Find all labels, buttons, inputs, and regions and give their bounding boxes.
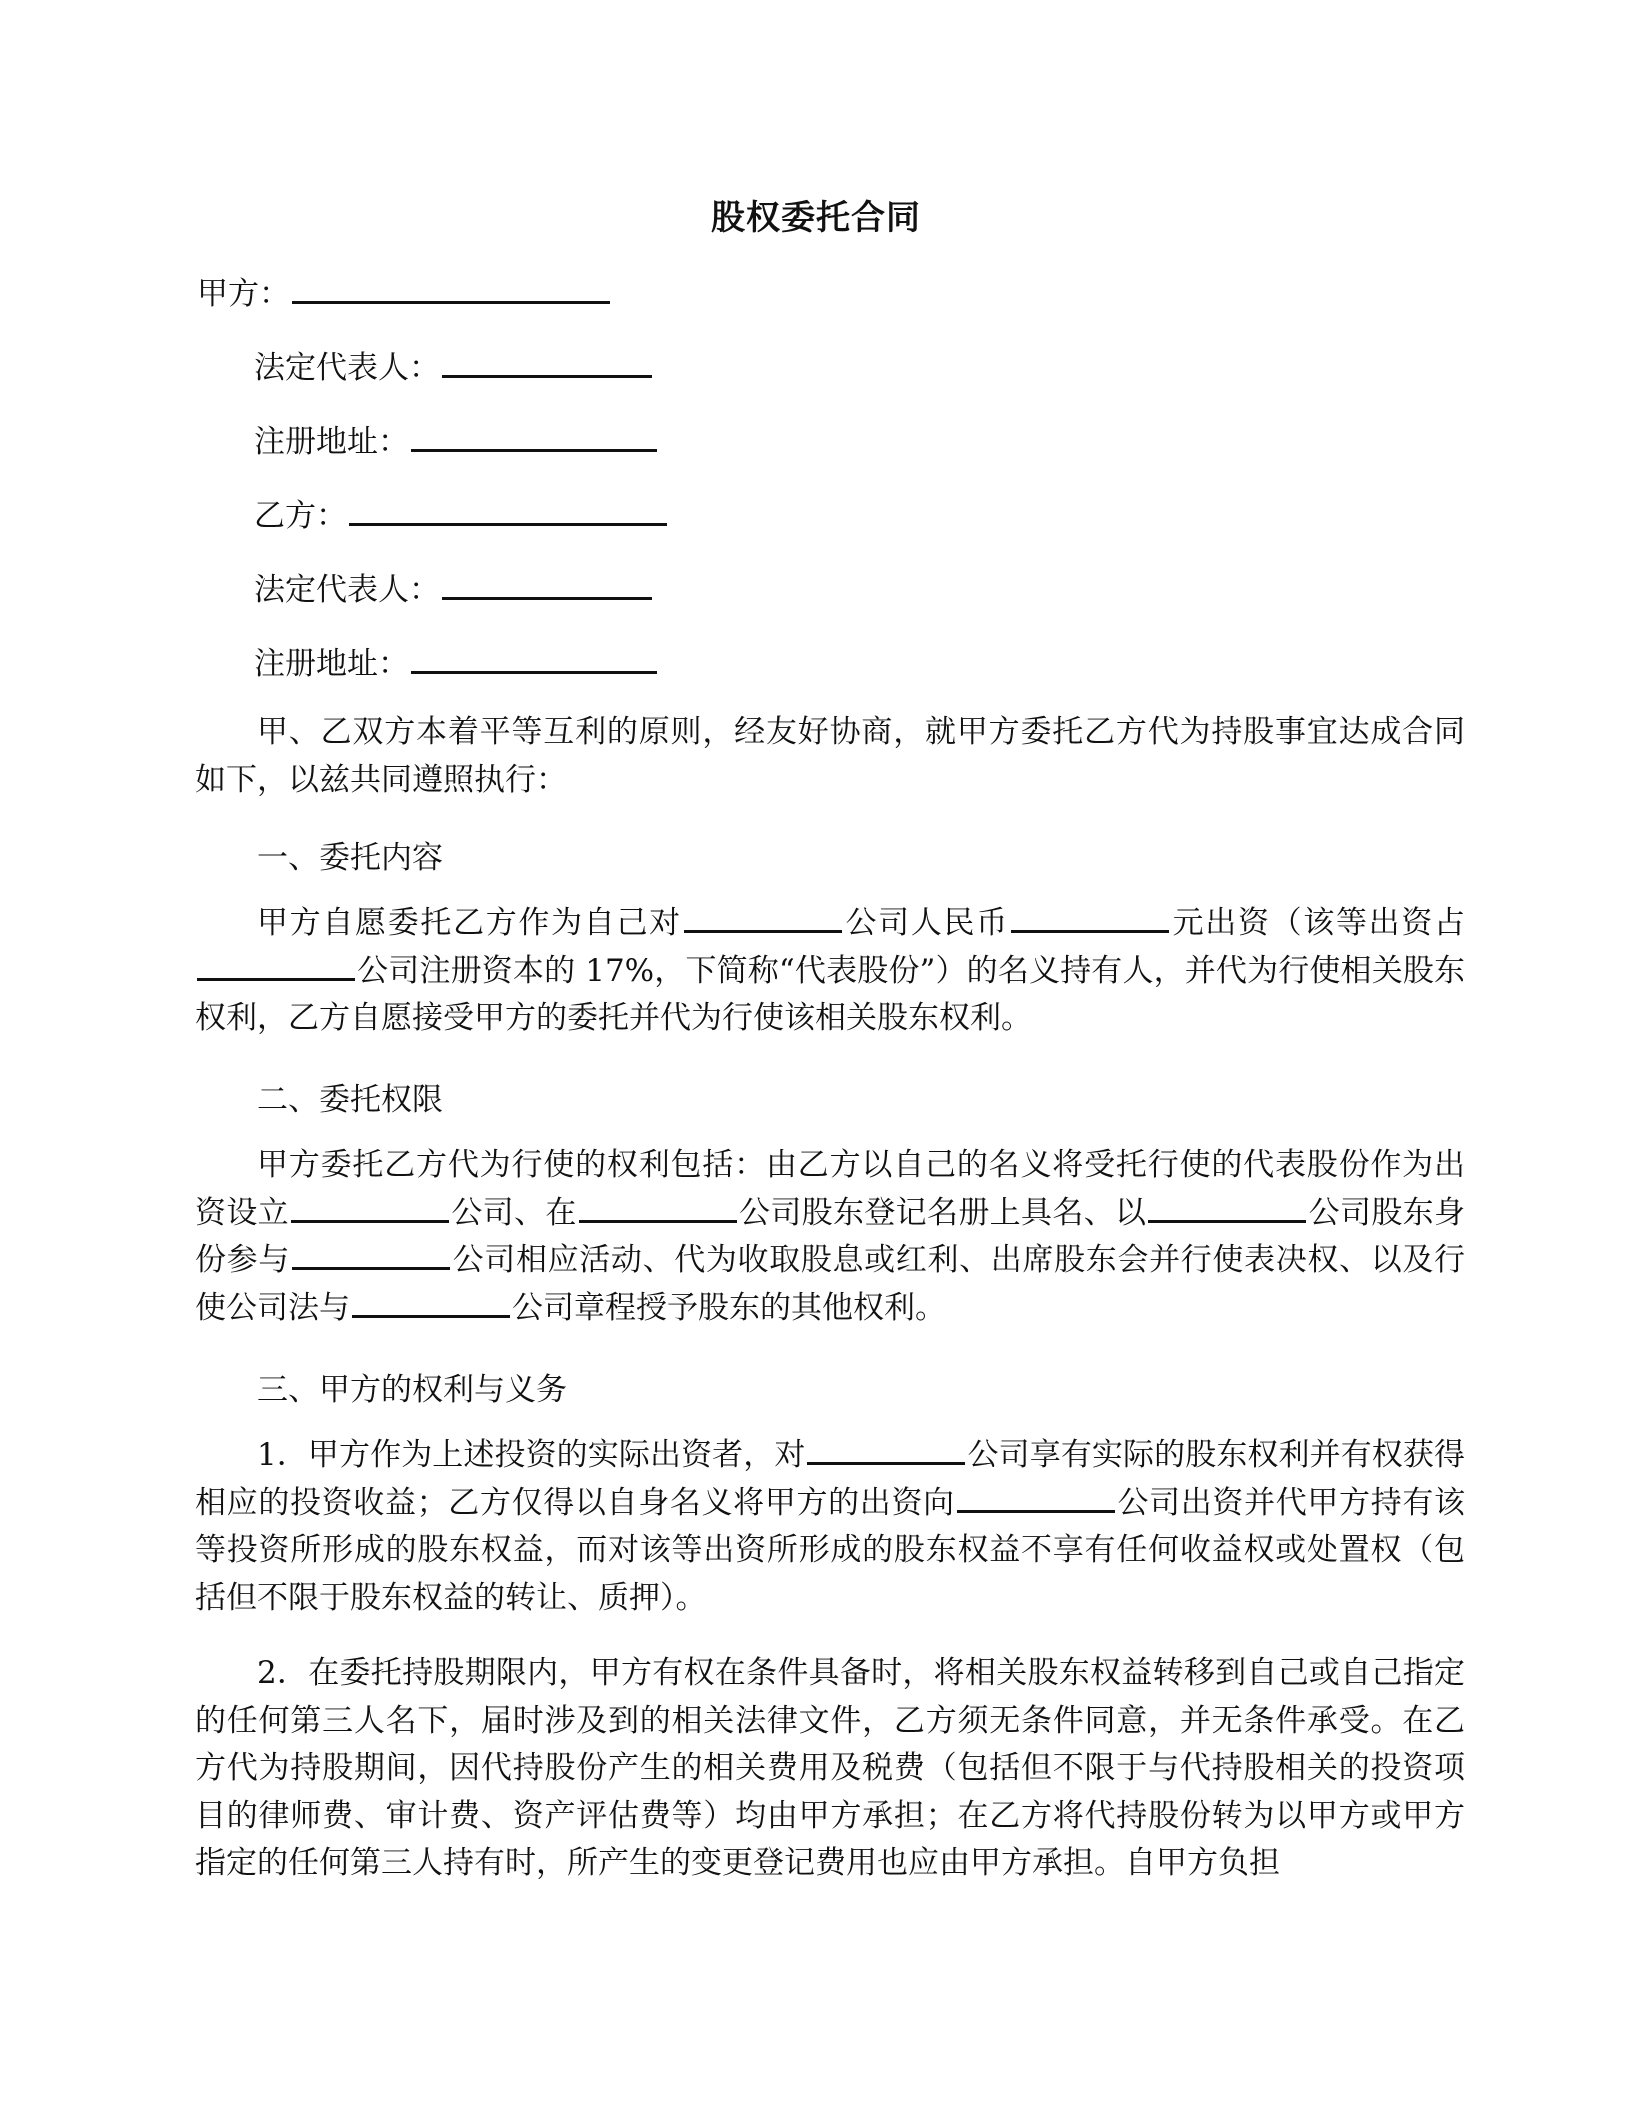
section2-text-f: 公司章程授予股东的其他权利。 — [512, 1289, 946, 1326]
party-b-address-line — [254, 638, 659, 683]
party-b-rep-label: 法定代表人： — [254, 572, 440, 608]
party-a-line — [197, 268, 612, 313]
party-a-address-label: 注册地址： — [254, 424, 409, 460]
section2-paragraph — [195, 1142, 1465, 1332]
party-b-line — [254, 490, 669, 535]
section3-item1-blank-1[interactable] — [807, 1434, 965, 1465]
section2-blank-2[interactable] — [579, 1192, 737, 1223]
intro-paragraph: 甲、乙双方本着平等互利的原则，经友好协商，就甲方委托乙方代为持股事宜达成合同如下，以兹共同遵照执行： — [195, 714, 1465, 798]
section1-paragraph — [195, 900, 1465, 1043]
section3-item1-text-c: 公司出资并代甲方持有该等投资所形成的股东权益，而对该等出资所形成的股东权益不享有任何收益权或处置权（包括但不限于股东权益的转让、质押）。 — [195, 1484, 1466, 1616]
party-a-blank[interactable] — [292, 271, 610, 304]
party-b-address-blank[interactable] — [411, 641, 657, 674]
section2-blank-5[interactable] — [352, 1287, 510, 1318]
section1-blank-company-2[interactable] — [197, 950, 355, 981]
section1-blank-company[interactable] — [684, 902, 842, 933]
section3-heading: 三、甲方的权利与义务 — [257, 1372, 567, 1408]
section1-text-a: 甲方自愿委托乙方作为自己对 — [257, 905, 682, 941]
section2-text-c: 公司股东登记名册上具名、以 — [738, 1194, 1147, 1231]
section3-item1-text-b: 公司享有实际的股东权利并有权获得相应的投资收益；乙方仅得以自身名义将甲方的出资向 — [195, 1437, 1465, 1521]
section2-heading: 二、委托权限 — [257, 1082, 443, 1118]
section2-blank-1[interactable] — [291, 1192, 449, 1223]
party-a-rep-line — [254, 342, 654, 387]
party-a-rep-label: 法定代表人： — [254, 350, 440, 386]
section2-text-b: 公司、在 — [451, 1194, 577, 1231]
section3-item2: 2．在委托持股期限内，甲方有权在条件具备时，将相关股东权益转移到自己或自己指定的任何第三人名下，届时涉及到的相关法律文件，乙方须无条件同意，并无条件承受。在乙方代为持股期间，因代持股份产生的相关费用及税费（包括但不限于与代持股相关的投资项目的律师费、审计费、资产评估费等）均由甲方承担；在乙方将代持股份转为以甲方或甲方指定的任何第三人持有时，所产生的变更登记费用也应由甲方承担。自甲方负担 — [195, 1655, 1465, 1881]
party-b-blank[interactable] — [349, 493, 667, 526]
section1-text-d: 公司注册资本的 17%，下简称“代表股份”）的名义持有人，并代为行使相关股东权利，乙方自愿接受甲方的委托并代为行使该相关股东权利。 — [195, 952, 1465, 1036]
section2-blank-4[interactable] — [292, 1239, 450, 1270]
party-b-rep-blank[interactable] — [442, 567, 652, 600]
section3-item1 — [195, 1432, 1465, 1622]
document-title: 股权委托合同 — [711, 198, 921, 238]
party-b-label: 乙方： — [254, 498, 347, 534]
section1-text-c: 元出资（该等出资占 — [1170, 905, 1466, 941]
section2-text-a: 甲方委托乙方代为行使的权利包括：由乙方以自己的名义将受托行使的代表股份作为出资设立 — [195, 1147, 1465, 1231]
section1-text-b: 公司人民币 — [843, 905, 1009, 941]
section2-text-d: 公司股东身份参与 — [195, 1194, 1466, 1278]
section1-heading: 一、委托内容 — [257, 840, 443, 876]
section1-blank-amount[interactable] — [1011, 902, 1169, 933]
party-a-rep-blank[interactable] — [442, 345, 652, 378]
section2-blank-3[interactable] — [1148, 1192, 1306, 1223]
party-a-label: 甲方： — [197, 276, 290, 312]
section3-item1-blank-2[interactable] — [957, 1482, 1115, 1513]
party-a-address-line — [254, 416, 659, 461]
party-b-rep-line — [254, 564, 654, 609]
party-b-address-label: 注册地址： — [254, 646, 409, 682]
party-a-address-blank[interactable] — [411, 419, 657, 452]
section3-item1-text-a: 1．甲方作为上述投资的实际出资者，对 — [257, 1437, 806, 1473]
section2-text-e: 公司相应活动、代为收取股息或红利、出席股东会并行使表决权、以及行使公司法与 — [195, 1242, 1466, 1326]
